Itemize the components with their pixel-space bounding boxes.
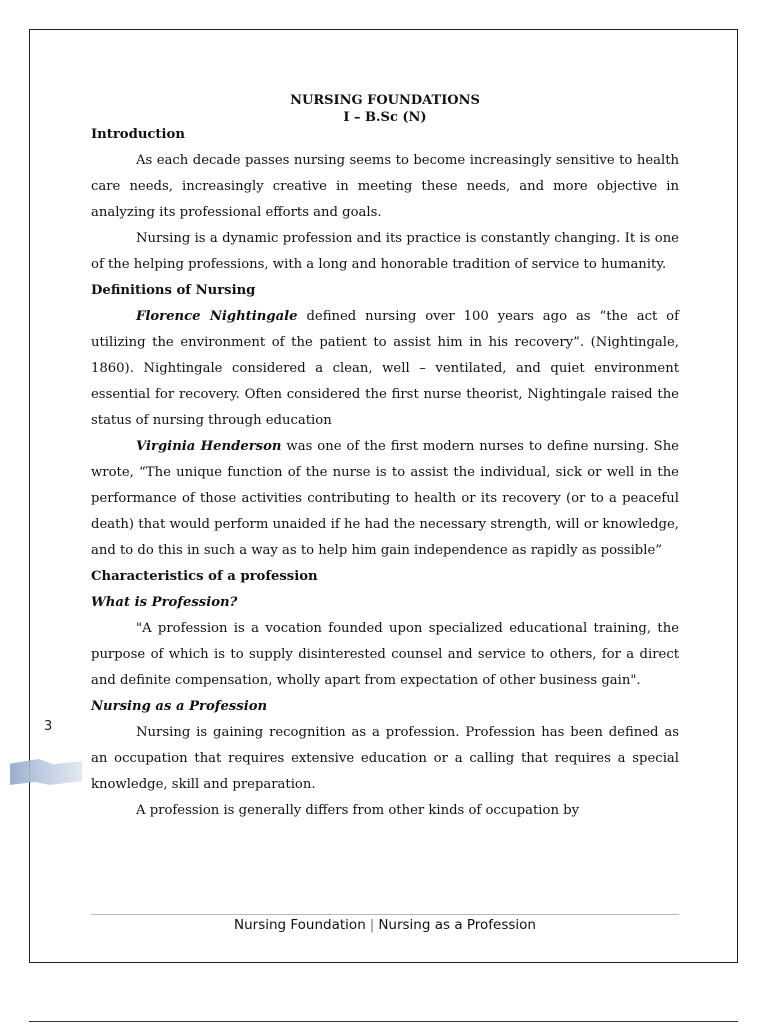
next-page-edge <box>29 1021 738 1022</box>
paragraph-profession-definition: "A profession is a vocation founded upon specialized educational training, the purpose of which is to supply disinterested counsel and service to others, for a direct and definite compensation, wholly apart from expectation of other business gain". <box>91 621 679 688</box>
footer-right-text: Nursing as a Profession <box>378 917 536 933</box>
section-heading-characteristics: Characteristics of a profession <box>91 569 318 584</box>
nightingale-text: defined nursing over 100 years ago as “the act of utilizing the environment of the patient to assist him in his recovery”. (Nightingale, 1860). Nightingale considered a clean, well – ventilated, and quiet environment essential for recovery. Often considered the first nurse theorist, Nightingale raised the status of nursing through education <box>91 309 679 428</box>
footer-separator: | <box>369 917 375 933</box>
page-number: 3 <box>44 719 53 734</box>
subheading-nursing-as-profession: Nursing as a Profession <box>91 699 268 714</box>
page-tab-decoration <box>10 759 82 785</box>
document-page <box>29 29 738 963</box>
paragraph-nightingale <box>91 304 679 434</box>
footer-left-text: Nursing Foundation <box>233 917 366 933</box>
document-title: NURSING FOUNDATIONS <box>290 93 480 108</box>
paragraph-intro-1: As each decade passes nursing seems to become increasingly sensitive to health care needs, increasingly creative in meeting these needs, and more objective in analyzing its professional efforts and goals. <box>91 153 679 220</box>
nightingale-name: Florence Nightingale <box>136 309 298 324</box>
henderson-name: Virginia Henderson <box>136 439 282 454</box>
section-heading-definitions: Definitions of Nursing <box>91 283 256 298</box>
paragraph-nursing-profession-2: A profession is generally differs from other kinds of occupation by <box>136 803 580 818</box>
section-heading-introduction: Introduction <box>91 127 185 142</box>
paragraph-nursing-profession-1: Nursing is gaining recognition as a profession. Profession has been defined as an occupation that requires extensive education or a calling that requires a special knowledge, skill and preparation. <box>91 725 679 792</box>
paragraph-henderson <box>91 434 679 564</box>
henderson-text: was one of the first modern nurses to define nursing. She wrote, “The unique function of the nurse is to assist the individual, sick or well in the performance of those activities contributing to health or its recovery (or to a peaceful death) that would perform unaided if he had the necessary strength, will or knowledge, and to do this in such a way as to help him gain independence as rapidly as possible” <box>91 439 679 558</box>
paragraph-intro-2: Nursing is a dynamic profession and its practice is constantly changing. It is one of the helping professions, with a long and honorable tradition of service to humanity. <box>91 231 679 272</box>
document-body <box>91 93 679 824</box>
subheading-what-is-profession: What is Profession? <box>91 595 238 610</box>
document-subtitle: I – B.Sc (N) <box>343 110 427 125</box>
page-footer <box>91 915 679 935</box>
